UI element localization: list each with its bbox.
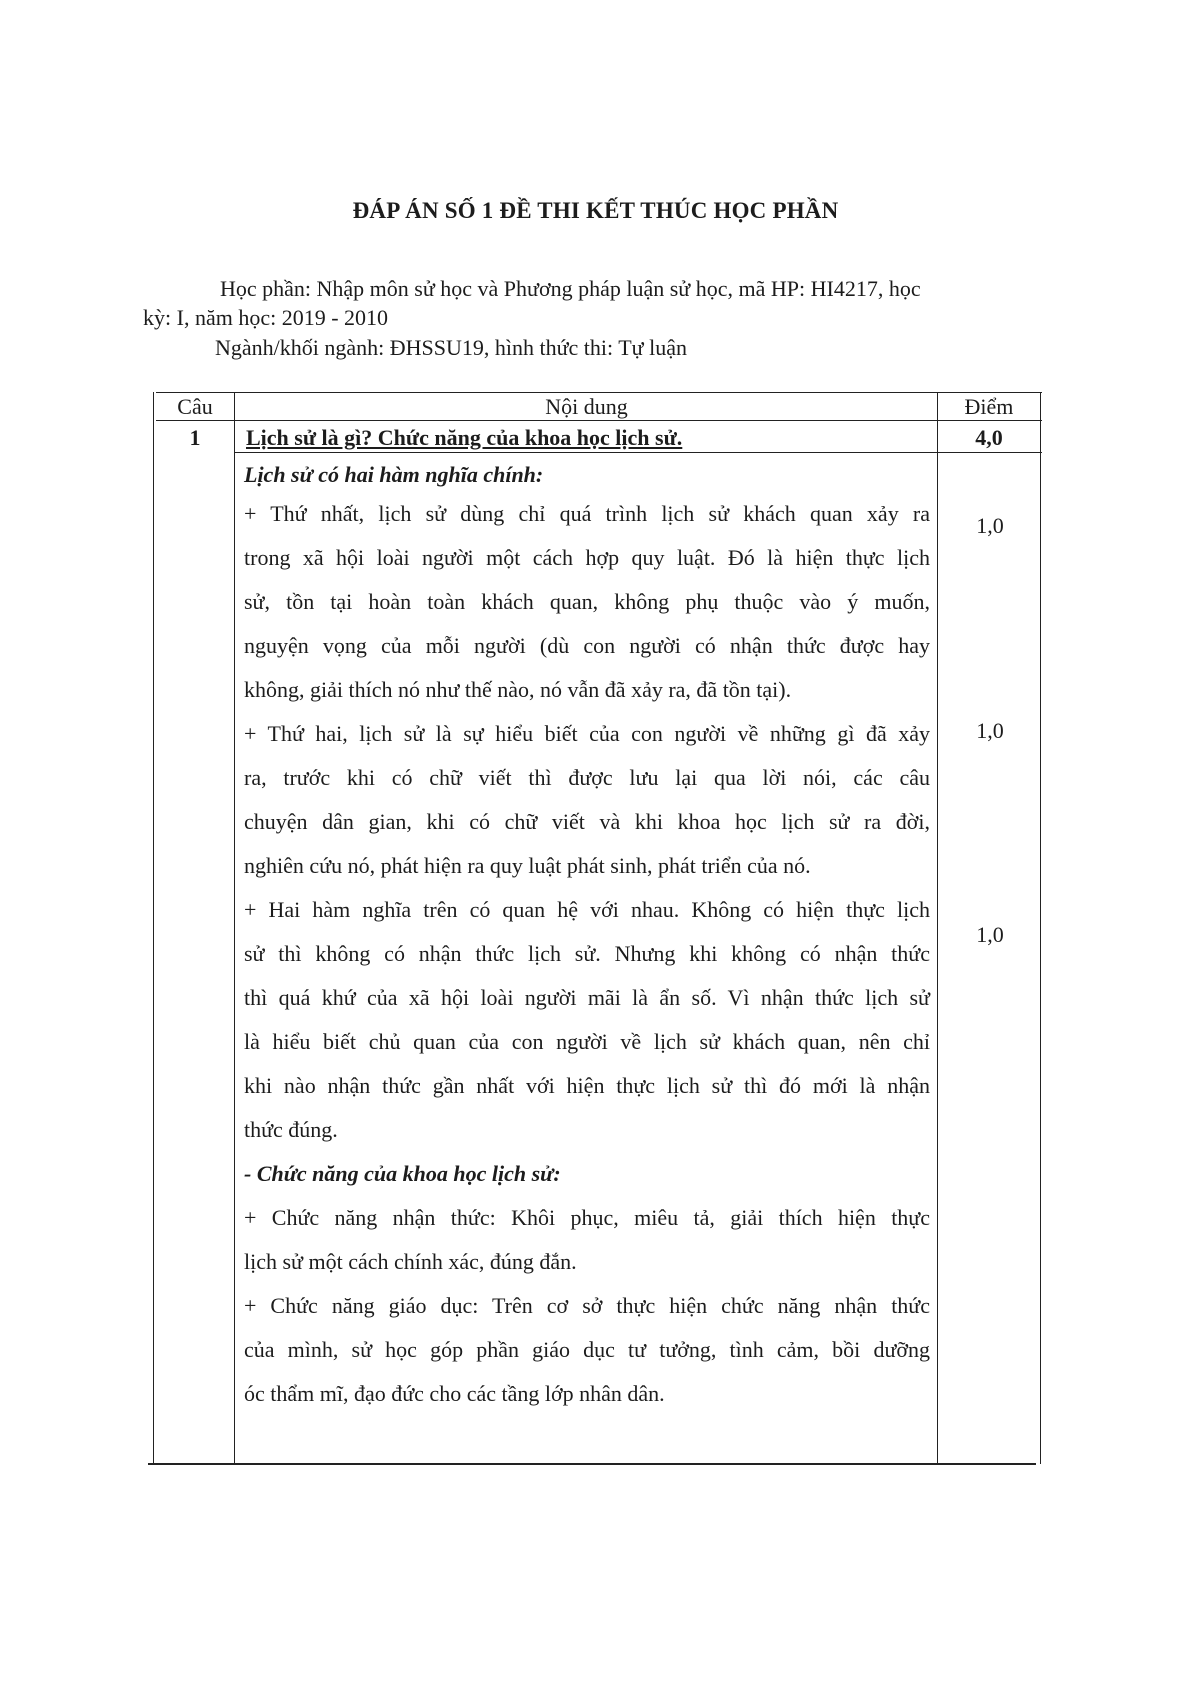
content-line: + Chức năng nhận thức: Khôi phục, miêu tả, giải thích hiện thực [244,1205,930,1230]
header-content: Nội dung [545,394,628,419]
content-line: óc thẩm mĩ, đạo đức cho các tầng lớp nhân dân. [244,1381,665,1406]
table-border-left [153,392,154,1464]
course-info-line-3: Ngành/khối ngành: ĐHSSU19, hình thức thi: Tự luận [215,335,687,360]
content-line: + Thứ hai, lịch sử là sự hiểu biết của con người về những gì đã xảy [244,721,930,746]
content-line: Lịch sử có hai hàm nghĩa chính: [244,462,544,487]
content-line: không, giải thích nó như thế nào, nó vẫn đã xảy ra, đã tồn tại). [244,677,792,702]
content-line: thì quá khứ của xã hội loài người mãi là ẩn số. Vì nhận thức lịch sử [244,985,930,1010]
course-info-line-1: Học phần: Nhập môn sử học và Phương pháp luận sử học, mã HP: HI4217, học [220,276,921,301]
content-line: của mình, sử học góp phần giáo dục tư tưởng, tình cảm, bồi dưỡng [244,1337,930,1362]
content-line: - Chức năng của khoa học lịch sử: [244,1161,561,1186]
table-col-divider-2 [937,392,938,1464]
content-line: sử thì không có nhận thức lịch sử. Nhưng khi không có nhận thức [244,941,930,966]
question-text: Lịch sử là gì? Chức năng của khoa học lịch sử. [246,425,683,450]
content-line: + Thứ nhất, lịch sử dùng chỉ quá trình lịch sử khách quan xảy ra [244,501,930,526]
point-value: 1,0 [976,513,1004,538]
table-border-top [156,392,1042,393]
content-line: nghiên cứu nó, phát hiện ra quy luật phát sinh, phát triển của nó. [244,853,811,878]
table-question-divider [235,452,1042,453]
table-col-divider-1 [234,392,235,1464]
content-line: lịch sử một cách chính xác, đúng đắn. [244,1249,577,1274]
point-value: 1,0 [976,718,1004,743]
page-title: ĐÁP ÁN SỐ 1 ĐỀ THI KẾT THÚC HỌC PHẦN [352,198,839,223]
content-line: + Hai hàm nghĩa trên có quan hệ với nhau. Không có hiện thực lịch [244,897,930,922]
header-score: Điểm [964,394,1014,419]
question-score: 4,0 [975,425,1003,450]
answer-content [244,458,930,1416]
content-line: sử, tồn tại hoàn toàn khách quan, không phụ thuộc vào ý muốn, [244,589,930,614]
content-line: khi nào nhận thức gần nhất với hiện thực lịch sử thì đó mới là nhận [244,1073,930,1098]
content-line: + Chức năng giáo dục: Trên cơ sở thực hiện chức năng nhận thức [244,1293,930,1318]
content-line: ra, trước khi có chữ viết thì được lưu lại qua lời nói, các câu [244,765,930,790]
table-border-right [1040,392,1041,1464]
content-line: chuyện dân gian, khi có chữ viết và khi khoa học lịch sử ra đời, [244,809,930,834]
content-line: thức đúng. [244,1117,338,1142]
content-line: nguyện vọng của mỗi người (dù con người có nhận thức được hay [244,633,930,658]
header-question: Câu [177,394,213,419]
course-info-line-2: kỳ: I, năm học: 2019 - 2010 [143,305,389,330]
question-number: 1 [189,425,201,450]
table-border-bottom [148,1463,1036,1465]
content-line: là hiểu biết chủ quan của con người về lịch sử khách quan, nên chỉ [244,1029,930,1054]
content-line: trong xã hội loài người một cách hợp quy luật. Đó là hiện thực lịch [244,545,930,570]
point-value: 1,0 [976,922,1004,947]
table-header-divider [156,420,1042,421]
